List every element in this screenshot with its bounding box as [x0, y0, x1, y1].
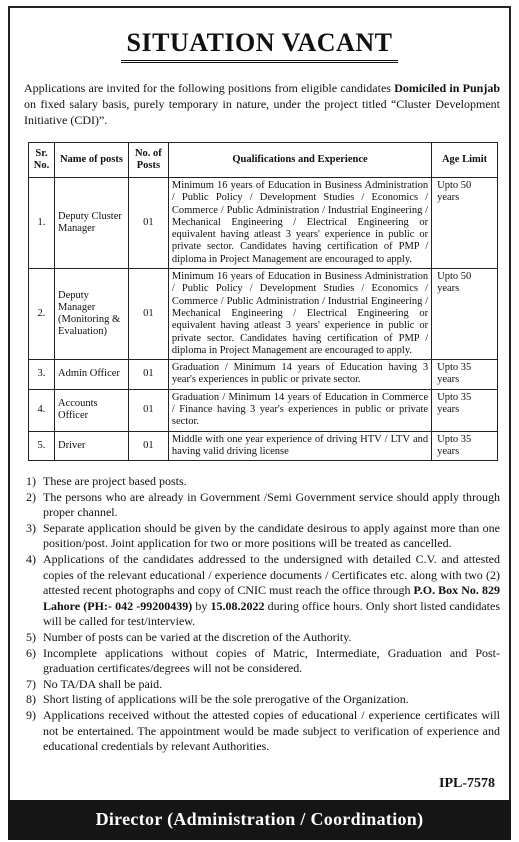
item-text: Applications received without the attested copies of educational / experience certificates will not be entertained. The appointment would be made subject to verification of experience and educational credentials by relevant Authorities. — [43, 707, 500, 754]
row-sr: 3. — [29, 360, 55, 390]
header-qualifications: Qualifications and Experience — [168, 143, 431, 178]
table-row — [29, 360, 498, 390]
row-post-count: 01 — [128, 360, 168, 390]
row-age-limit: Upto 35 years — [432, 360, 498, 390]
footer-signatory: Director (Administration / Coordination) — [95, 809, 424, 829]
row-post-count: 01 — [128, 178, 168, 269]
item-text: Short listing of applications will be the sole prerogative of the Organization. — [43, 692, 409, 707]
intro-paragraph — [24, 80, 500, 128]
row-qualification: Minimum 16 years of Education in Business Administration / Public Policy / Development Studies / Economics / Commerce / Public Administration / Industrial Engineering / Mechanical Engineering / Electrical Engineering or equivalent having atleast 3 years' experience in public or private sector. Candidates having certification of PMP / diploma in Project Management are encouraged to apply. — [168, 269, 431, 360]
list-item — [26, 692, 500, 708]
list-item — [26, 474, 500, 490]
row-age-limit: Upto 35 years — [432, 389, 498, 431]
item-text: Number of posts can be varied at the discretion of the Authority. — [43, 629, 352, 644]
row-post-count: 01 — [128, 269, 168, 360]
intro-text-before: Applications are invited for the following positions from eligible candidates — [24, 81, 395, 95]
row-sr: 5. — [29, 431, 55, 461]
row-qualification: Middle with one year experience of driving HTV / LTV and having valid driving license — [168, 431, 431, 461]
item-text: Incomplete applications without copies of Matric, Intermediate, Graduation and Post-graduation certificates/degrees will not be considered. — [43, 645, 500, 676]
row-post-count: 01 — [128, 431, 168, 461]
row-post-name: Deputy Manager (Monitoring & Evaluation) — [54, 269, 128, 360]
row-qualification: Minimum 16 years of Education in Business Administration / Public Policy / Development Studies / Economics / Commerce / Public Administration / Industrial Engineering / Mechanical Engineering / Electrical Engineering or equivalent having atleast 3 years' experience in public or private sector. Candidates having certification of PMP / diploma in Project Management are encouraged to apply. — [168, 178, 431, 269]
item-number: 8) — [26, 692, 36, 707]
item-text: Applications of the candidates addressed to the undersigned with detailed C.V. and attested copies of the relevant educational / experience documents / Certificates etc. along with two (2) attested recent photographs and copy of CNIC must reach the office through — [43, 551, 500, 598]
row-age-limit: Upto 35 years — [432, 431, 498, 461]
list-item — [26, 646, 500, 677]
header-sr-no: Sr. No. — [29, 143, 55, 178]
po-box-address: P.O. Box No. 829 Lahore (PH:- 042 -99200439) — [43, 583, 500, 613]
list-item — [26, 490, 500, 521]
row-qualification: Graduation / Minimum 14 years of Education having 3 year's experiences in public or private sector. — [168, 360, 431, 390]
list-item — [26, 677, 500, 693]
item-text: The persons who are already in Government /Semi Government service should apply through proper channel. — [43, 489, 500, 520]
reference-number: IPL-7578 — [439, 776, 495, 791]
item-text: No TA/DA shall be paid. — [43, 676, 163, 691]
list-item — [26, 521, 500, 552]
item-text-mid: by — [192, 598, 211, 613]
table-row — [29, 389, 498, 431]
item-number: 7) — [26, 676, 36, 691]
item-number: 1) — [26, 474, 36, 488]
row-sr: 1. — [29, 178, 55, 269]
item-number: 3) — [26, 520, 36, 535]
row-sr: 2. — [29, 269, 55, 360]
row-qualification: Graduation / Minimum 14 years of Education in Commerce / Finance having 3 year's experiences in public or private sector. — [168, 389, 431, 431]
table-row — [29, 431, 498, 461]
item-text: Separate application should be given by the candidate desirous to apply against more than one position/post. Joint application for two or more positions will be treated as cancelled. — [43, 520, 500, 551]
item-text-after: during office hours. Only short listed candidates will be called for test/interview. — [43, 598, 500, 629]
row-post-name: Admin Officer — [54, 360, 128, 390]
row-post-name: Accounts Officer — [54, 389, 128, 431]
row-post-name: Driver — [54, 431, 128, 461]
intro-domicile: Domiciled in Punjab — [394, 81, 500, 95]
title-area — [0, 28, 519, 63]
page-title: SITUATION VACANT — [121, 28, 399, 63]
header-name-of-posts: Name of posts — [54, 143, 128, 178]
row-post-name: Deputy Cluster Manager — [54, 178, 128, 269]
footer-bar — [8, 800, 511, 840]
intro-text-after: on fixed salary basis, purely temporary in nature, under the project titled “Cluster Development Initiative (CDI)”. — [24, 97, 500, 127]
item-number: 9) — [26, 707, 36, 722]
table-row — [29, 269, 498, 360]
item-text: These are project based posts. — [43, 474, 187, 488]
list-item — [26, 552, 500, 630]
row-age-limit: Upto 50 years — [432, 269, 498, 360]
row-post-count: 01 — [128, 389, 168, 431]
header-age-limit: Age Limit — [432, 143, 498, 178]
list-item — [26, 630, 500, 646]
list-item — [26, 708, 500, 755]
table-row — [29, 178, 498, 269]
item-number: 2) — [26, 489, 36, 504]
deadline-date: 15.08.2022 — [210, 598, 265, 613]
terms-list — [26, 474, 500, 755]
positions-table — [28, 142, 498, 461]
item-number: 5) — [26, 629, 36, 644]
item-number: 4) — [26, 551, 36, 566]
header-no-of-posts: No. of Posts — [128, 143, 168, 178]
table-header-row — [29, 143, 498, 178]
row-sr: 4. — [29, 389, 55, 431]
row-age-limit: Upto 50 years — [432, 178, 498, 269]
item-number: 6) — [26, 645, 36, 660]
